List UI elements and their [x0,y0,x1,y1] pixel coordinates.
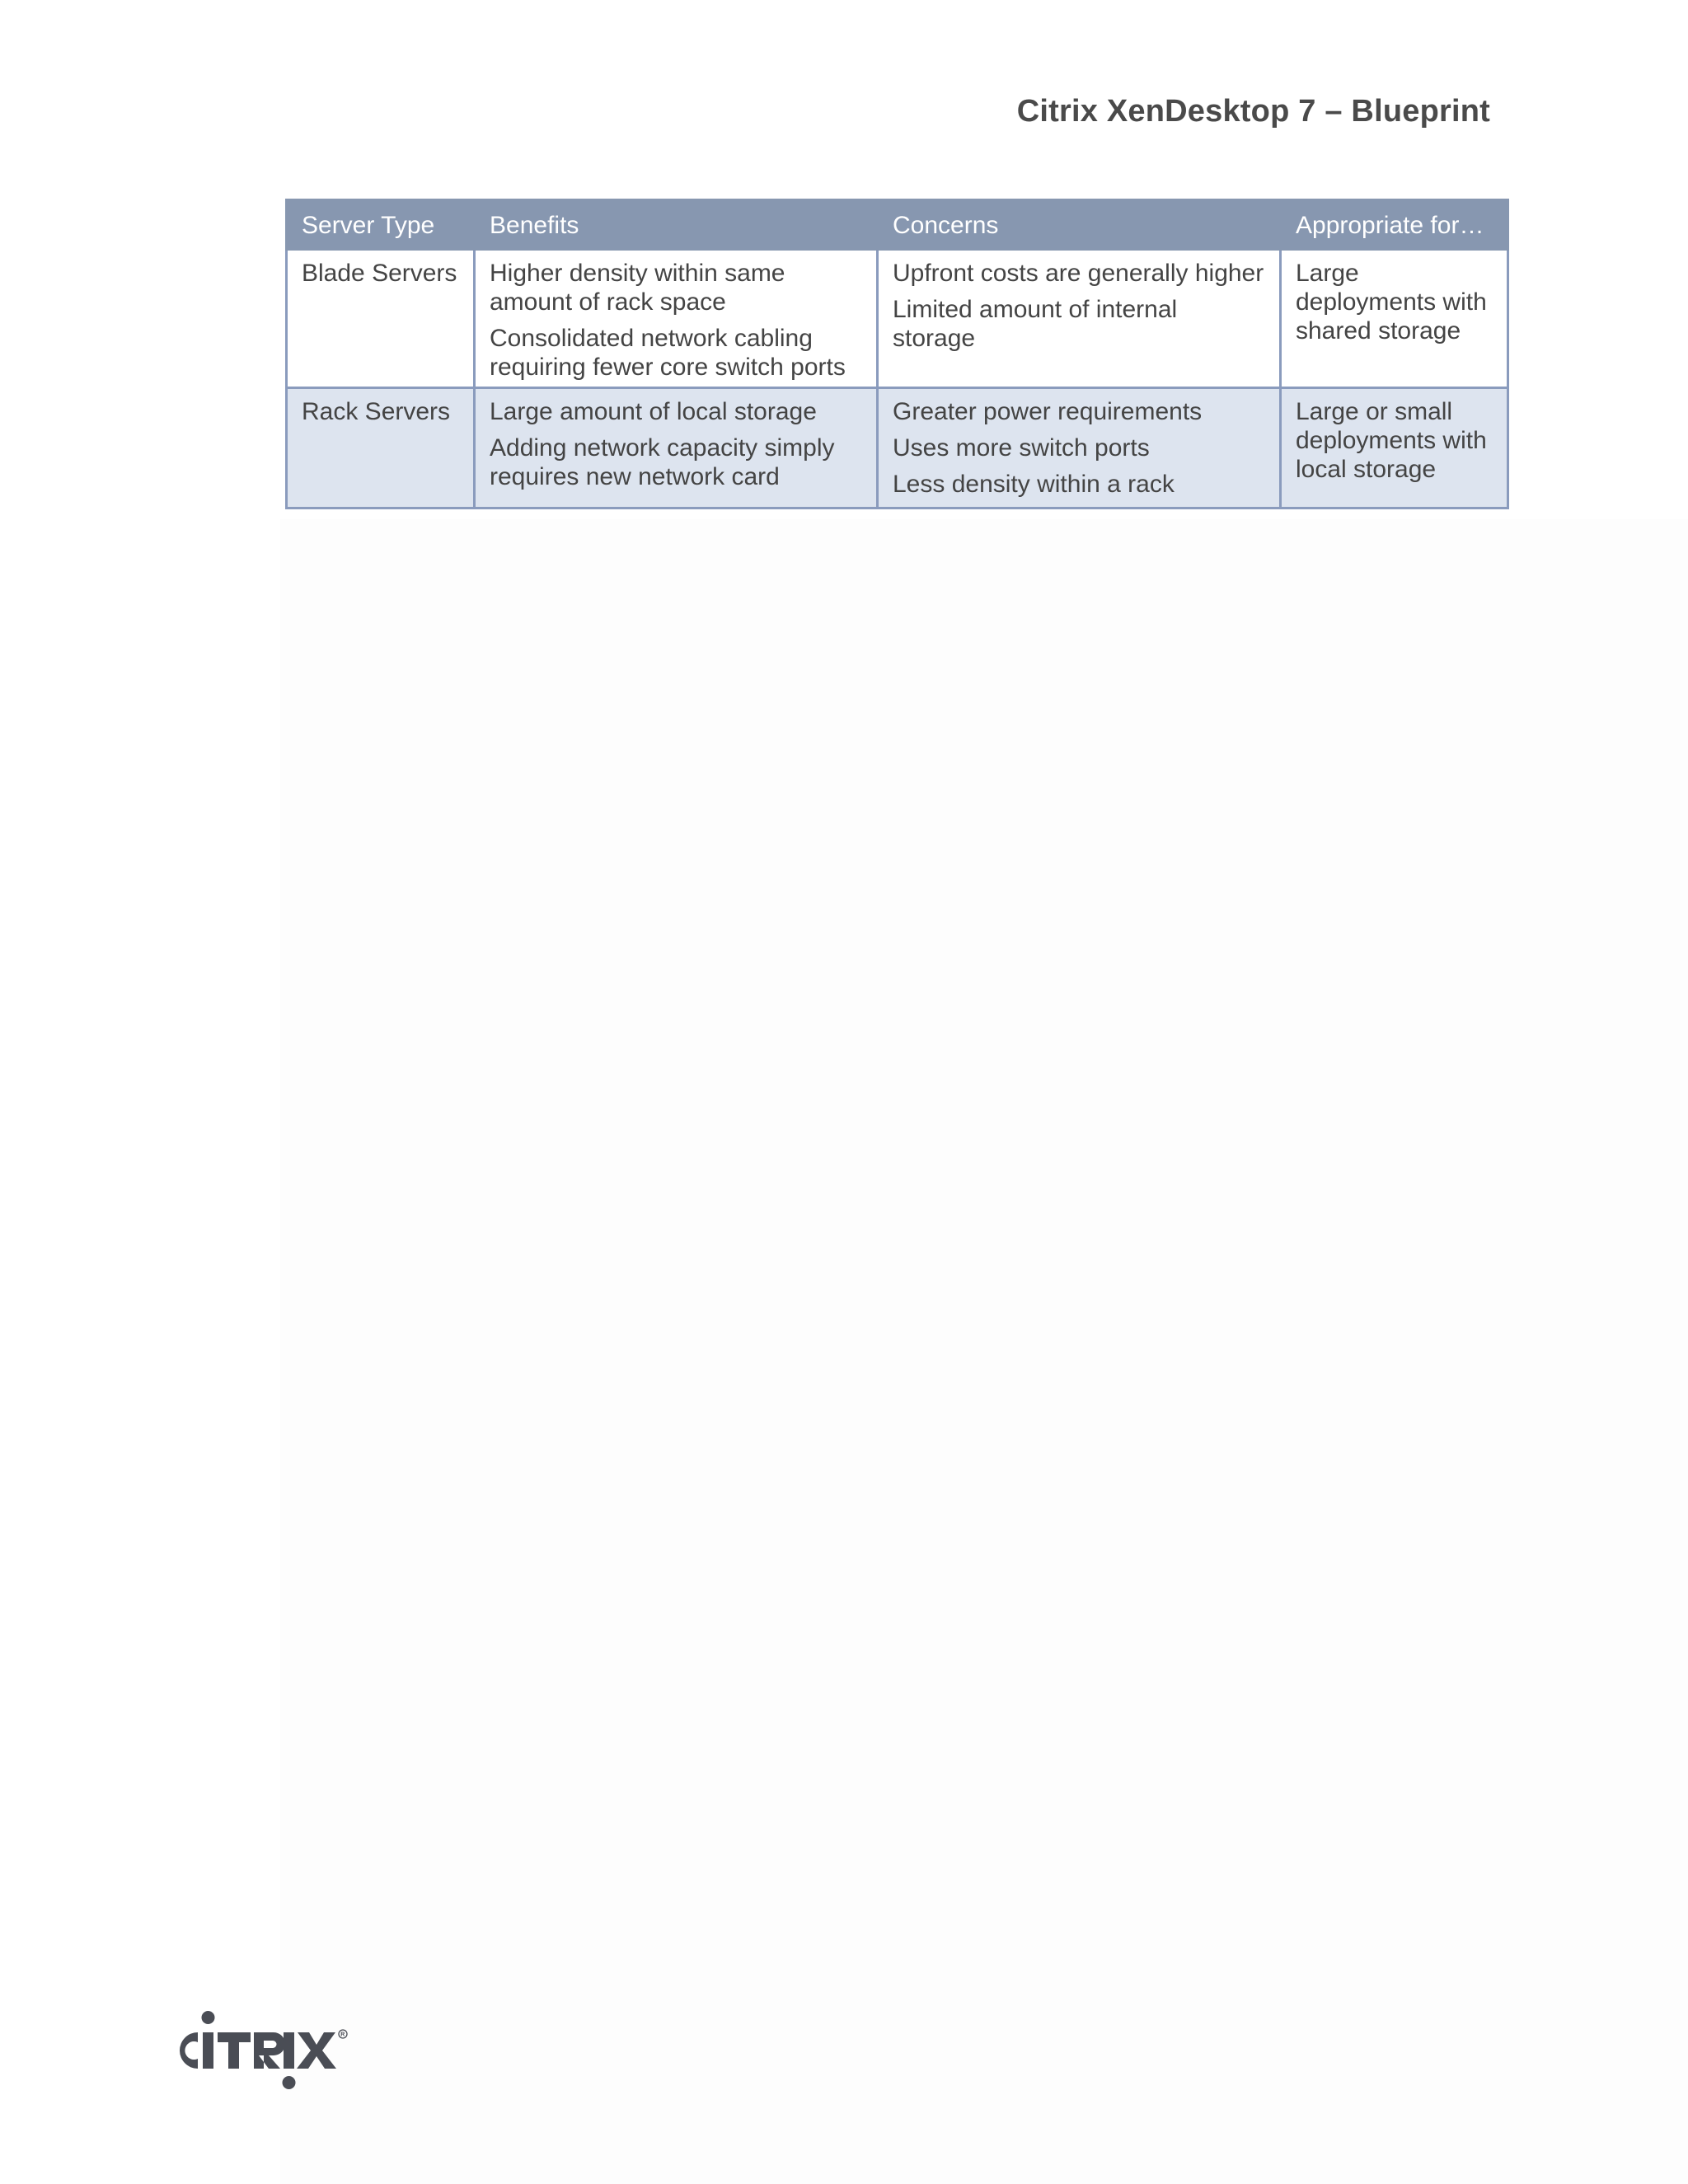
table-row [287,250,1508,388]
cell-appropriate-for [1281,250,1508,388]
server-type-text: Blade Servers [302,260,457,287]
citrix-logo [162,2001,376,2092]
table-header-row [287,200,1508,250]
column-header-appropriate-for: Appropriate for… [1281,200,1508,250]
table-row [287,388,1508,509]
concern-item: Uses more switch ports [893,434,1150,462]
concern-item: Limited amount of internal storage [893,296,1178,352]
cell-appropriate-for [1281,388,1508,509]
cell-server-type [287,250,475,388]
svg-text:R: R [340,2032,345,2038]
cell-server-type [287,388,475,509]
column-header-benefits: Benefits [475,200,878,250]
server-comparison-table [285,199,1509,509]
column-header-concerns: Concerns [878,200,1281,250]
concern-item: Greater power requirements [893,398,1203,425]
cell-benefits [475,250,878,388]
server-type-text: Rack Servers [302,398,451,425]
cell-benefits [475,388,878,509]
document-header-title: Citrix XenDesktop 7 – Blueprint [1016,94,1490,129]
column-header-server-type: Server Type [287,200,475,250]
cell-concerns [878,388,1281,509]
benefit-item: Adding network capacity simply requires new network card [490,434,835,490]
benefit-item: Higher density within same amount of rack space [490,260,785,316]
concern-item: Less density within a rack [893,471,1175,498]
concern-item: Upfront costs are generally higher [893,260,1264,287]
benefit-item: Consolidated network cabling requiring fewer core switch ports [490,325,846,381]
appropriate-for-text: Large deployments with shared storage [1296,260,1487,344]
cell-concerns [878,250,1281,388]
benefit-item: Large amount of local storage [490,398,817,425]
appropriate-for-text: Large or small deployments with local storage [1296,398,1487,483]
page-background [280,519,1688,2184]
